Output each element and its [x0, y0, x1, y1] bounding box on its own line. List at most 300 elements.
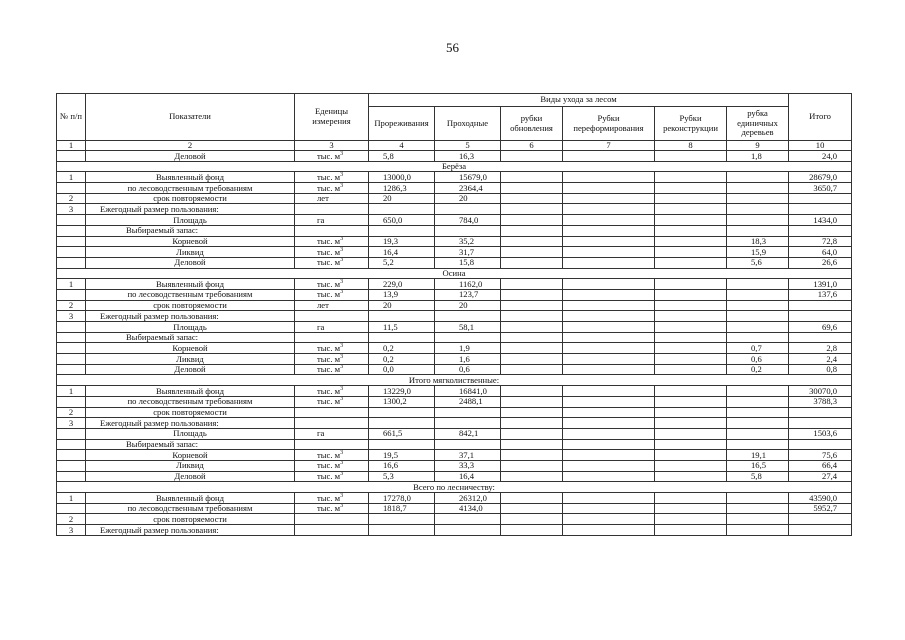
col-number: 5 [435, 141, 501, 151]
value-cell [655, 428, 727, 439]
total-cell: 137,6 [789, 289, 852, 300]
total-cell: 27,4 [789, 471, 852, 482]
unit-cell [295, 332, 369, 343]
value-cell [563, 396, 655, 407]
table-row [57, 450, 852, 461]
value-cell [563, 471, 655, 482]
row-number: 2 [57, 300, 86, 311]
value-cell: 20 [369, 193, 435, 204]
value-cell: 16841,0 [435, 386, 501, 397]
section-row [57, 268, 852, 279]
value-cell [501, 354, 563, 365]
row-number [57, 396, 86, 407]
unit-cell [295, 386, 369, 397]
forest-care-table [56, 93, 852, 536]
total-cell [789, 525, 852, 536]
indicator-cell: Ликвид [86, 247, 295, 258]
section-row [57, 482, 852, 493]
indicator-cell: Деловой [86, 471, 295, 482]
value-cell [501, 364, 563, 375]
value-cell: 0,2 [369, 343, 435, 354]
indicator-cell: Деловой [86, 151, 295, 162]
indicator-cell: Выявленный фонд [86, 279, 295, 290]
unit-cell [295, 460, 369, 471]
value-cell [563, 183, 655, 194]
table-row [57, 364, 852, 375]
value-cell [727, 525, 789, 536]
table-row [57, 257, 852, 268]
indicator-cell: Ежегодный размер пользования: [86, 418, 295, 429]
unit-text: тыс. м [317, 396, 341, 407]
value-cell: 0,6 [435, 364, 501, 375]
unit-superscript: 3 [340, 396, 344, 403]
indicator-cell: по лесоводственным требованиям [86, 503, 295, 514]
value-cell [501, 525, 563, 536]
total-cell: 66,4 [789, 460, 852, 471]
value-cell: 5,3 [369, 471, 435, 482]
unit-text: тыс. м [317, 289, 341, 300]
value-cell [501, 289, 563, 300]
header-col-reconstruction: Рубки реконструкции [655, 107, 727, 141]
unit-superscript: 3 [340, 257, 344, 264]
unit-cell [295, 247, 369, 258]
value-cell [501, 471, 563, 482]
value-cell: 1162,0 [435, 279, 501, 290]
unit-text: га [317, 321, 325, 332]
row-number [57, 322, 86, 333]
row-number: 3 [57, 204, 86, 215]
value-cell [501, 236, 563, 247]
unit-cell [295, 225, 369, 236]
value-cell: 33,3 [435, 460, 501, 471]
value-cell: 1300,2 [369, 396, 435, 407]
table-row [57, 236, 852, 247]
value-cell [655, 386, 727, 397]
table-row [57, 289, 852, 300]
value-cell [727, 204, 789, 215]
unit-cell [295, 279, 369, 290]
value-cell [727, 279, 789, 290]
table-row [57, 172, 852, 183]
unit-cell [295, 322, 369, 333]
value-cell [727, 183, 789, 194]
row-number: 1 [57, 172, 86, 183]
unit-cell [295, 172, 369, 183]
value-cell [501, 343, 563, 354]
value-cell [501, 428, 563, 439]
unit-cell [295, 364, 369, 375]
value-cell: 26312,0 [435, 493, 501, 504]
value-cell [655, 257, 727, 268]
total-cell [789, 311, 852, 322]
col-number: 1 [57, 141, 86, 151]
total-cell: 3788,3 [789, 396, 852, 407]
row-number [57, 364, 86, 375]
unit-superscript: 3 [340, 492, 344, 499]
total-cell [789, 439, 852, 450]
unit-text: тыс. м [317, 353, 341, 364]
value-cell [563, 343, 655, 354]
unit-cell [295, 407, 369, 418]
value-cell [727, 300, 789, 311]
unit-text: тыс. м [317, 449, 341, 460]
section-row [57, 161, 852, 172]
unit-cell [295, 525, 369, 536]
total-cell [789, 407, 852, 418]
unit-superscript: 3 [340, 150, 344, 157]
col-number: 10 [789, 141, 852, 151]
value-cell [369, 407, 435, 418]
unit-superscript: 3 [340, 503, 344, 510]
value-cell [563, 193, 655, 204]
unit-cell [295, 493, 369, 504]
indicator-cell: по лесоводственным требованиям [86, 183, 295, 194]
value-cell [563, 407, 655, 418]
table-row [57, 514, 852, 525]
unit-text: тыс. м [317, 246, 341, 257]
value-cell [501, 418, 563, 429]
value-cell [655, 418, 727, 429]
unit-superscript: 3 [340, 449, 344, 456]
col-number: 2 [86, 141, 295, 151]
unit-text: га [317, 214, 325, 225]
value-cell [563, 172, 655, 183]
indicator-cell: Площадь [86, 428, 295, 439]
col-number: 4 [369, 141, 435, 151]
value-cell [435, 225, 501, 236]
value-cell: 13229,0 [369, 386, 435, 397]
total-cell [789, 225, 852, 236]
value-cell [435, 407, 501, 418]
value-cell [563, 311, 655, 322]
value-cell [501, 514, 563, 525]
indicator-cell: Выбираемый запас: [86, 439, 295, 450]
unit-superscript: 3 [340, 471, 344, 478]
value-cell [655, 354, 727, 365]
total-cell [789, 204, 852, 215]
value-cell [501, 151, 563, 162]
unit-text: лет [317, 193, 329, 204]
unit-superscript: 3 [340, 343, 344, 350]
value-cell [369, 225, 435, 236]
value-cell [655, 407, 727, 418]
unit-cell [295, 204, 369, 215]
total-cell [789, 193, 852, 204]
value-cell: 35,2 [435, 236, 501, 247]
value-cell [563, 215, 655, 226]
value-cell [655, 172, 727, 183]
value-cell: 13,9 [369, 289, 435, 300]
row-number [57, 247, 86, 258]
total-cell: 3650,7 [789, 183, 852, 194]
unit-cell [295, 439, 369, 450]
total-cell: 24,0 [789, 151, 852, 162]
value-cell: 229,0 [369, 279, 435, 290]
value-cell [501, 450, 563, 461]
value-cell [655, 289, 727, 300]
row-number: 3 [57, 311, 86, 322]
indicator-cell: срок повторяемости [86, 514, 295, 525]
value-cell [655, 343, 727, 354]
unit-cell [295, 236, 369, 247]
value-cell: 20 [369, 300, 435, 311]
header-unit: Еденицы измерения [295, 94, 369, 141]
total-cell: 1434,0 [789, 215, 852, 226]
value-cell [563, 257, 655, 268]
table-row [57, 193, 852, 204]
row-number: 1 [57, 279, 86, 290]
unit-text: тыс. м [317, 364, 341, 375]
value-cell [655, 247, 727, 258]
row-number [57, 460, 86, 471]
table-row [57, 428, 852, 439]
indicator-cell: срок повторяемости [86, 193, 295, 204]
col-number: 8 [655, 141, 727, 151]
unit-cell [295, 300, 369, 311]
section-title: Итого мягколиственные: [57, 375, 852, 386]
value-cell [501, 493, 563, 504]
value-cell [727, 332, 789, 343]
unit-text: тыс. м [317, 236, 341, 247]
table-row [57, 215, 852, 226]
value-cell [655, 332, 727, 343]
table-row [57, 525, 852, 536]
value-cell [655, 525, 727, 536]
table-row [57, 354, 852, 365]
value-cell [563, 279, 655, 290]
unit-superscript: 3 [340, 364, 344, 371]
value-cell: 15,8 [435, 257, 501, 268]
table-row [57, 225, 852, 236]
value-cell [563, 503, 655, 514]
value-cell [501, 247, 563, 258]
unit-text: тыс. м [317, 492, 341, 503]
value-cell: 842,1 [435, 428, 501, 439]
total-cell: 64,0 [789, 247, 852, 258]
table-row [57, 439, 852, 450]
unit-cell [295, 418, 369, 429]
value-cell: 18,3 [727, 236, 789, 247]
value-cell [563, 151, 655, 162]
value-cell [655, 493, 727, 504]
value-cell [501, 386, 563, 397]
value-cell [563, 300, 655, 311]
header-col-passing: Проходные [435, 107, 501, 141]
indicator-cell: Ежегодный размер пользования: [86, 204, 295, 215]
value-cell [369, 525, 435, 536]
unit-text: тыс. м [317, 471, 341, 482]
row-number [57, 289, 86, 300]
value-cell [435, 311, 501, 322]
value-cell [501, 193, 563, 204]
row-number: 3 [57, 525, 86, 536]
indicator-cell: Деловой [86, 364, 295, 375]
total-cell [789, 300, 852, 311]
row-number: 2 [57, 407, 86, 418]
value-cell [727, 311, 789, 322]
value-cell [501, 439, 563, 450]
unit-text: тыс. м [317, 385, 341, 396]
row-number [57, 183, 86, 194]
indicator-cell: Выбираемый запас: [86, 225, 295, 236]
value-cell [501, 396, 563, 407]
value-cell [563, 204, 655, 215]
value-cell [563, 525, 655, 536]
row-number [57, 332, 86, 343]
unit-cell [295, 503, 369, 514]
value-cell: 0,7 [727, 343, 789, 354]
indicator-cell: Деловой [86, 257, 295, 268]
value-cell [563, 418, 655, 429]
total-cell [789, 418, 852, 429]
value-cell [655, 396, 727, 407]
value-cell [435, 525, 501, 536]
value-cell [727, 289, 789, 300]
unit-cell [295, 471, 369, 482]
indicator-cell: Площадь [86, 322, 295, 333]
value-cell: 0,0 [369, 364, 435, 375]
value-cell [501, 407, 563, 418]
value-cell [655, 311, 727, 322]
total-cell: 1503,6 [789, 428, 852, 439]
value-cell [655, 514, 727, 525]
value-cell [655, 439, 727, 450]
column-numbers-row [57, 141, 852, 151]
table-row [57, 471, 852, 482]
total-cell: 30070,0 [789, 386, 852, 397]
unit-cell [295, 311, 369, 322]
header-no: № п/п [57, 94, 86, 141]
value-cell [563, 428, 655, 439]
value-cell [501, 225, 563, 236]
table-row [57, 418, 852, 429]
table-row [57, 503, 852, 514]
value-cell [369, 418, 435, 429]
value-cell: 19,5 [369, 450, 435, 461]
table-row [57, 493, 852, 504]
unit-superscript: 3 [340, 289, 344, 296]
total-cell: 43590,0 [789, 493, 852, 504]
indicator-cell: Выбираемый запас: [86, 332, 295, 343]
value-cell [727, 407, 789, 418]
value-cell [655, 193, 727, 204]
unit-superscript: 3 [340, 182, 344, 189]
indicator-cell: Ликвид [86, 354, 295, 365]
value-cell [563, 322, 655, 333]
value-cell [655, 279, 727, 290]
unit-text: тыс. м [317, 460, 341, 471]
header-col-single-tree: рубка единичных деревьев [727, 107, 789, 141]
indicator-cell: по лесоводственным требованиям [86, 396, 295, 407]
value-cell: 650,0 [369, 215, 435, 226]
col-number: 6 [501, 141, 563, 151]
table-row [57, 332, 852, 343]
row-number [57, 236, 86, 247]
value-cell [435, 332, 501, 343]
unit-text: тыс. м [317, 182, 341, 193]
indicator-cell: Ежегодный размер пользования: [86, 525, 295, 536]
value-cell: 1,9 [435, 343, 501, 354]
table-row [57, 460, 852, 471]
row-number [57, 439, 86, 450]
unit-superscript: 3 [340, 353, 344, 360]
unit-superscript: 3 [340, 460, 344, 467]
row-number [57, 503, 86, 514]
total-cell: 26,6 [789, 257, 852, 268]
row-number: 1 [57, 493, 86, 504]
value-cell [727, 193, 789, 204]
total-cell [789, 514, 852, 525]
value-cell: 13000,0 [369, 172, 435, 183]
value-cell [727, 514, 789, 525]
value-cell [655, 215, 727, 226]
value-cell: 19,1 [727, 450, 789, 461]
total-cell: 69,6 [789, 322, 852, 333]
col-number: 7 [563, 141, 655, 151]
value-cell: 17278,0 [369, 493, 435, 504]
value-cell [435, 418, 501, 429]
table-row [57, 279, 852, 290]
value-cell [727, 322, 789, 333]
unit-cell [295, 289, 369, 300]
value-cell [563, 460, 655, 471]
value-cell [655, 460, 727, 471]
value-cell [501, 172, 563, 183]
unit-text: тыс. м [317, 342, 341, 353]
value-cell: 16,3 [435, 151, 501, 162]
total-cell: 2,8 [789, 343, 852, 354]
value-cell [501, 279, 563, 290]
row-number: 1 [57, 386, 86, 397]
unit-text: тыс. м [317, 278, 341, 289]
value-cell: 1,8 [727, 151, 789, 162]
value-cell: 0,2 [369, 354, 435, 365]
value-cell: 1818,7 [369, 503, 435, 514]
indicator-cell: Корневой [86, 450, 295, 461]
value-cell [727, 172, 789, 183]
value-cell [727, 386, 789, 397]
unit-superscript: 3 [340, 385, 344, 392]
value-cell: 16,4 [369, 247, 435, 258]
value-cell: 123,7 [435, 289, 501, 300]
col-number: 9 [727, 141, 789, 151]
indicator-cell: Площадь [86, 215, 295, 226]
unit-superscript: 3 [340, 172, 344, 179]
value-cell [501, 300, 563, 311]
value-cell [369, 204, 435, 215]
unit-cell [295, 450, 369, 461]
header-total: Итого [789, 94, 852, 141]
page-number: 56 [446, 40, 459, 55]
col-number: 3 [295, 141, 369, 151]
unit-cell [295, 215, 369, 226]
value-cell [369, 514, 435, 525]
value-cell: 1,6 [435, 354, 501, 365]
indicator-cell: срок повторяемости [86, 407, 295, 418]
unit-text: лет [317, 300, 329, 311]
table-row [57, 407, 852, 418]
value-cell [501, 215, 563, 226]
table-row [57, 343, 852, 354]
indicator-cell: Корневой [86, 343, 295, 354]
total-cell: 2,4 [789, 354, 852, 365]
value-cell [655, 204, 727, 215]
value-cell: 15679,0 [435, 172, 501, 183]
value-cell [563, 439, 655, 450]
value-cell [563, 236, 655, 247]
value-cell [727, 503, 789, 514]
unit-cell [295, 193, 369, 204]
